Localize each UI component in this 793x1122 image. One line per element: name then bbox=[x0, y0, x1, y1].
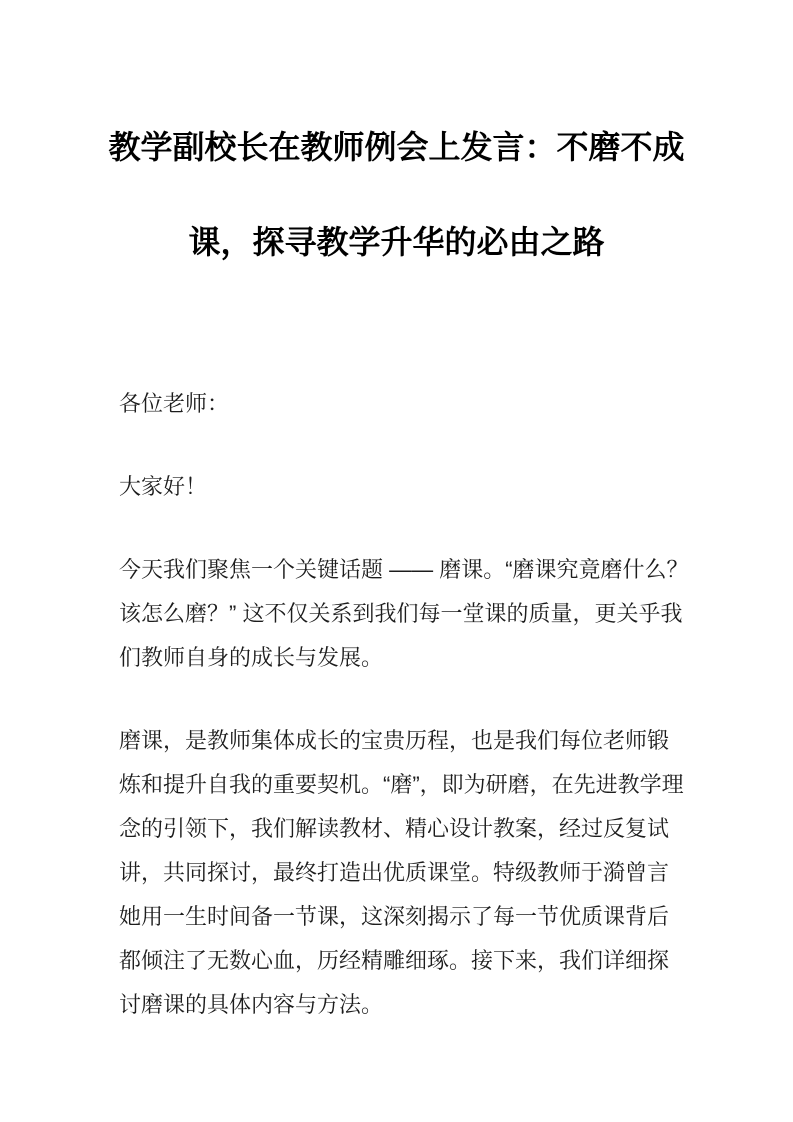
paragraph: 磨课，是教师集体成长的宝贵历程，也是我们每位老师锻炼和提升自我的重要契机。“磨”，即为研磨，在先进教学理念的引领下，我们解读教材、精心设计教案，经过反复试讲，共同探讨，最终打造出优质课堂。特级教师于漪曾言她用一生时间备一节课，这深刻揭示了每一节优质课背后都倾注了无数心血，历经精雕细琢。接下来，我们详细探讨磨课的具体内容与方法。 bbox=[119, 728, 684, 1017]
paragraph: 大家好！ bbox=[119, 474, 208, 499]
paragraph: 今天我们聚焦一个关键话题 —— 磨课。“磨课究竟磨什么？该怎么磨？” 这不仅关系到我们每一堂课的质量，更关乎我们教师自身的成长与发展。 bbox=[119, 557, 689, 670]
document-body bbox=[119, 382, 689, 1027]
paragraph: 各位老师： bbox=[119, 391, 230, 416]
document-title: 教学副校长在教师例会上发言：不磨不成课，探寻教学升华的必由之路 bbox=[108, 129, 685, 260]
